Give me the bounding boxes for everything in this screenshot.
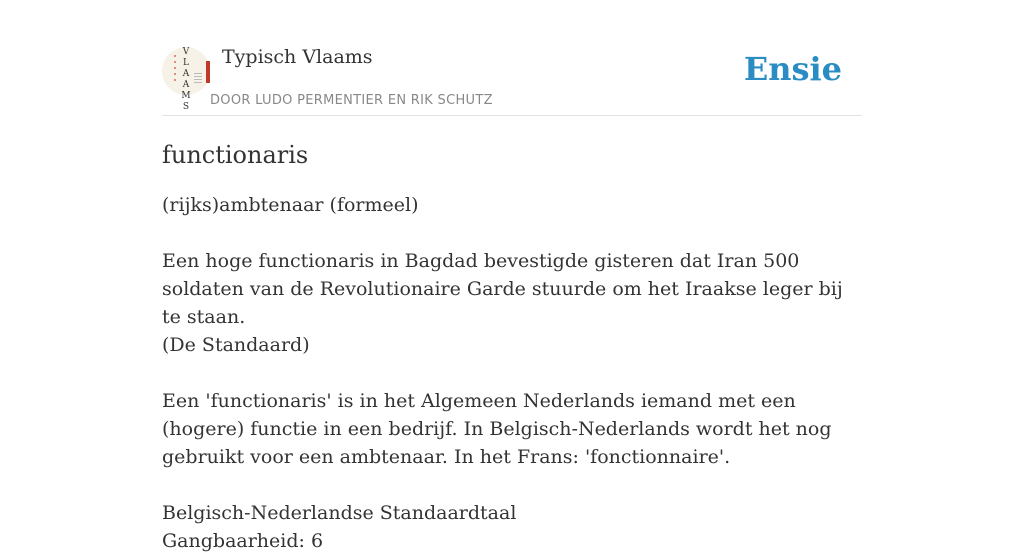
page-title: functionaris — [162, 141, 309, 169]
logo-lettering: V L A A M S — [181, 47, 191, 112]
main-content — [162, 130, 867, 555]
brand-logo-link[interactable]: Ensie — [743, 50, 842, 88]
site-title[interactable]: Typisch Vlaams — [222, 46, 373, 68]
avatar[interactable] — [162, 47, 210, 112]
header — [162, 40, 862, 116]
logo-decoration — [174, 55, 176, 85]
author-byline: DOOR LUDO PERMENTIER EN RIK SCHUTZ — [210, 93, 493, 108]
logo-red-edge — [206, 61, 210, 83]
logo-decoration-lines — [194, 73, 202, 83]
definition-text: (rijks)ambtenaar (formeel) Een hoge functionaris in Bagdad bevestigde gisteren dat Iran 500 soldaten van de Revolutionaire Garde stuurde om het Iraakse leger bij te staan. (De Standaard) Een 'functionaris' is in het Algemeen Nederlands iemand met een (hogere) functie in een bedrijf. In Belgisch-Nederlands wordt het nog gebruikt voor een ambtenaar. In het Frans: 'fonctionnaire'. Belgisch-Nederlandse Standaardtaal Gangbaarheid: 6 — [162, 194, 843, 552]
